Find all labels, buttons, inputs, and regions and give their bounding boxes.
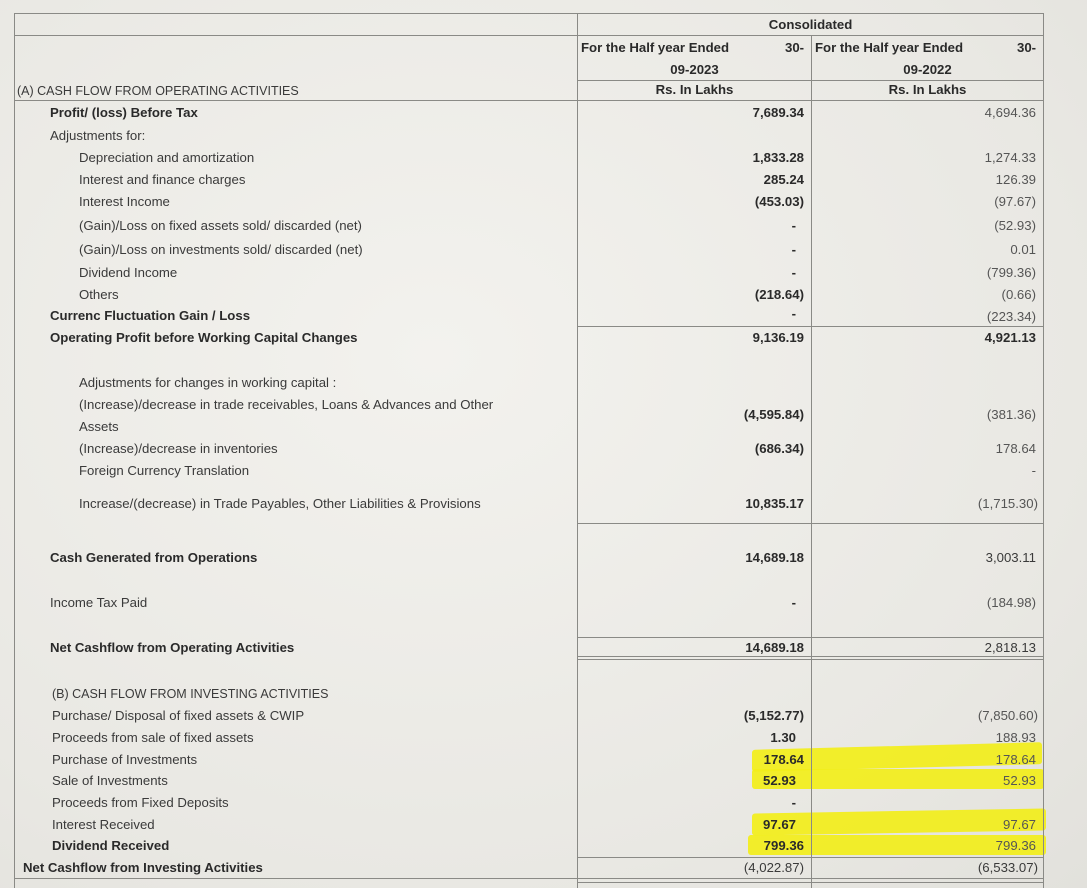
row-rule-sub-4 xyxy=(577,656,1044,657)
row-value-2023: - xyxy=(791,306,796,321)
row-value-2023: 52.93 xyxy=(762,773,796,788)
row-value-2022: (799.36) xyxy=(986,265,1036,280)
row-label: (Gain)/Loss on investments sold/ discarded (net) xyxy=(79,242,363,257)
row-value-2022: (1,715.30) xyxy=(977,496,1038,511)
row-value-2023: 178.64 xyxy=(763,752,804,767)
row-value-2023: 9,136.19 xyxy=(752,330,804,345)
row-label: Others xyxy=(79,287,119,302)
row-value-2023: 14,689.18 xyxy=(745,550,804,565)
row-label: Assets xyxy=(79,419,119,434)
row-label: Proceeds from Fixed Deposits xyxy=(52,795,229,810)
row-value-2022: (381.36) xyxy=(986,407,1036,422)
col1-header-line2: 09-2023 xyxy=(670,62,719,77)
row-value-2022: 3,003.11 xyxy=(985,550,1036,565)
col1-header-line1: For the Half year Ended xyxy=(581,40,730,55)
header-rule-3 xyxy=(14,100,1044,101)
row-value-2023: 1.30 xyxy=(770,730,796,745)
row-value-2022: 178.64 xyxy=(995,752,1036,767)
row-label: Dividend Income xyxy=(79,265,178,280)
row-value-2022: 799.36 xyxy=(995,838,1036,853)
row-value-2023: - xyxy=(791,595,796,610)
table-divider-col1 xyxy=(577,13,578,888)
row-label: Net Cashflow from Operating Activities xyxy=(50,640,295,655)
row-value-2023: - xyxy=(791,795,796,810)
row-value-2023: (5,152.77) xyxy=(743,708,804,723)
col2-header-line1: For the Half year Ended xyxy=(815,40,964,55)
row-rule-sub-1 xyxy=(577,326,1044,327)
row-rule-sub-6 xyxy=(577,857,1044,858)
row-value-2022: 97.67 xyxy=(1002,817,1036,832)
col2-header-suffix: 30- xyxy=(1017,40,1037,55)
row-value-2023: 97.67 xyxy=(762,817,796,832)
row-value-2023: (453.03) xyxy=(754,194,804,209)
section-operating-title: (A) CASH FLOW FROM OPERATING ACTIVITIES xyxy=(17,84,299,98)
table-border-top xyxy=(14,13,1044,14)
row-value-2022: 2,818.13 xyxy=(984,640,1036,655)
row-rule-sub-3 xyxy=(577,637,1044,638)
row-value-2022: 126.39 xyxy=(995,172,1036,187)
row-value-2022: (7,850.60) xyxy=(977,708,1038,723)
row-label: Dividend Received xyxy=(52,838,170,853)
row-label: Depreciation and amortization xyxy=(79,150,255,165)
row-value-2023: 7,689.34 xyxy=(752,105,804,120)
row-value-2022: (184.98) xyxy=(986,595,1036,610)
row-value-2022: (6,533.07) xyxy=(977,860,1038,875)
row-label: Sale of Investments xyxy=(52,773,168,788)
row-rule-sub-8 xyxy=(577,882,1044,883)
col1-header-suffix: 30- xyxy=(785,40,805,55)
row-value-2022: 0.01 xyxy=(1010,242,1036,257)
row-value-2023: (4,022.87) xyxy=(743,860,804,875)
row-value-2022: (52.93) xyxy=(994,218,1036,233)
row-value-2023: 285.24 xyxy=(763,172,804,187)
col2-unit: Rs. In Lakhs xyxy=(888,82,967,97)
row-label: Purchase of Investments xyxy=(52,752,198,767)
row-label: Profit/ (loss) Before Tax xyxy=(50,105,198,120)
row-label: (Increase)/decrease in inventories xyxy=(79,441,278,456)
row-label: Net Cashflow from Investing Activities xyxy=(23,860,263,875)
row-value-2022: 52.93 xyxy=(1002,773,1036,788)
row-value-2022: 1,274.33 xyxy=(984,150,1036,165)
row-label: Foreign Currency Translation xyxy=(79,463,250,478)
row-value-2022: 178.64 xyxy=(995,441,1036,456)
row-value-2022: (223.34) xyxy=(986,309,1036,324)
row-label: Interest Income xyxy=(79,194,170,209)
row-value-2023: (4,595.84) xyxy=(743,407,804,422)
row-value-2022: 4,694.36 xyxy=(984,105,1036,120)
row-label: Adjustments for changes in working capital : xyxy=(79,375,337,390)
row-label: Currenc Fluctuation Gain / Loss xyxy=(50,308,251,323)
row-value-2022: 4,921.13 xyxy=(984,330,1036,345)
col1-unit: Rs. In Lakhs xyxy=(655,82,734,97)
row-value-2023: 14,689.18 xyxy=(745,640,804,655)
row-label: (Increase)/decrease in trade receivables, Loans & Advances and Other xyxy=(79,397,494,412)
row-label: Adjustments for: xyxy=(50,128,146,143)
row-label: Income Tax Paid xyxy=(50,595,148,610)
row-label: Proceeds from sale of fixed assets xyxy=(52,730,254,745)
row-value-2023: (218.64) xyxy=(754,287,804,302)
table-divider-col2 xyxy=(811,35,812,888)
table-border-right xyxy=(1043,13,1044,888)
row-rule-sub-7 xyxy=(14,878,1044,879)
row-label: Interest Received xyxy=(52,817,155,832)
row-value-2023: (686.34) xyxy=(754,441,804,456)
section-investing-title: (B) CASH FLOW FROM INVESTING ACTIVITIES xyxy=(52,687,329,701)
table-border-left xyxy=(14,13,15,888)
row-value-2023: - xyxy=(791,218,796,233)
row-value-2022: (0.66) xyxy=(1001,287,1036,302)
row-label: (Gain)/Loss on fixed assets sold/ discarded (net) xyxy=(79,218,362,233)
row-value-2023: - xyxy=(791,242,796,257)
row-value-2022: 188.93 xyxy=(995,730,1036,745)
row-value-2022: - xyxy=(1031,463,1036,478)
row-value-2023: - xyxy=(791,265,796,280)
row-rule-sub-2 xyxy=(577,523,1044,524)
row-label: Cash Generated from Operations xyxy=(50,550,258,565)
row-value-2023: 799.36 xyxy=(763,838,804,853)
row-value-2023: 1,833.28 xyxy=(752,150,804,165)
header-rule-1 xyxy=(14,35,1044,36)
col2-header-line2: 09-2022 xyxy=(903,62,952,77)
row-label: Increase/(decrease) in Trade Payables, Other Liabilities & Provisions xyxy=(79,496,481,511)
row-rule-sub-5 xyxy=(577,659,1044,660)
row-label: Purchase/ Disposal of fixed assets & CWIP xyxy=(52,708,305,723)
row-value-2022: (97.67) xyxy=(994,194,1036,209)
header-rule-2 xyxy=(577,80,1044,81)
row-label: Interest and finance charges xyxy=(79,172,246,187)
header-consolidated: Consolidated xyxy=(768,17,853,32)
row-label: Operating Profit before Working Capital Changes xyxy=(50,330,358,345)
row-value-2023: 10,835.17 xyxy=(745,496,804,511)
